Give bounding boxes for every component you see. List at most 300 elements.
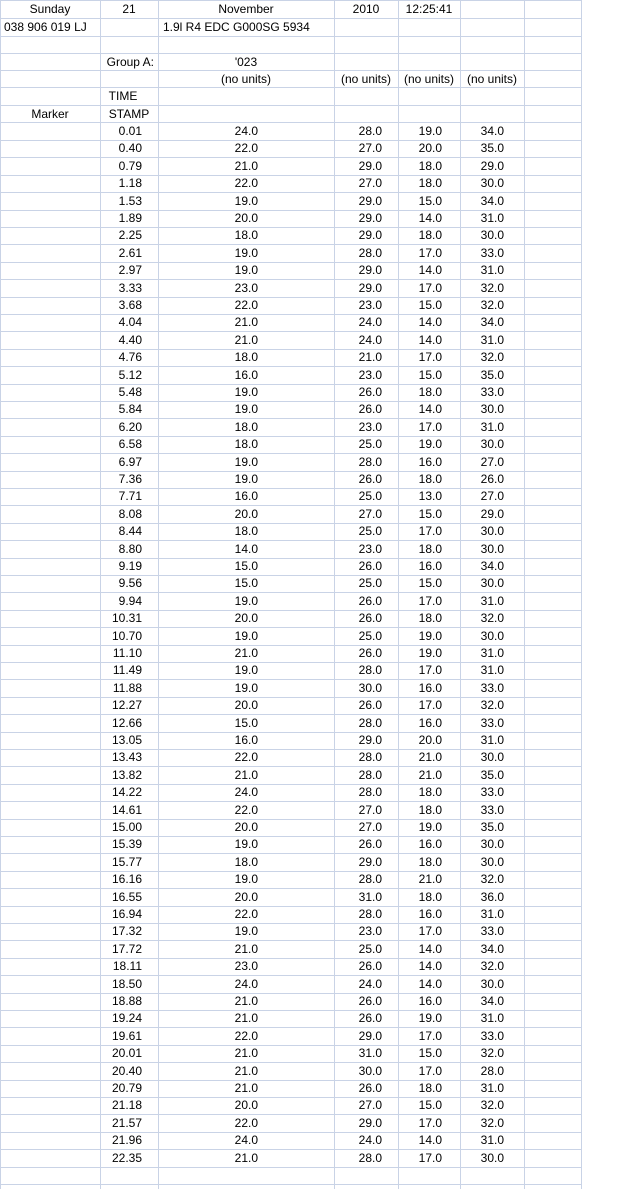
value-cell-3[interactable]: 20.0 [418,141,442,156]
value-cell-2[interactable]: 28.0 [358,785,382,800]
value-cell-2[interactable]: 26.0 [358,559,382,573]
value-cell-1[interactable]: 16.0 [234,733,258,747]
value-cell-2[interactable]: 28.0 [358,872,382,887]
time-stamp-cell[interactable]: 10.31 [111,611,142,626]
value-cell-2[interactable]: 30.0 [358,1063,382,1078]
value-cell-4[interactable]: 34.0 [480,941,504,956]
value-cell-2[interactable]: 28.0 [358,124,382,138]
value-cell-1[interactable]: 22.0 [234,1115,258,1130]
value-cell-1[interactable]: 22.0 [234,1028,258,1043]
value-cell-1[interactable]: 21.0 [234,158,258,173]
time-stamp-cell[interactable]: 0.01 [118,124,142,138]
value-cell-3[interactable]: 18.0 [418,785,442,800]
value-cell-4[interactable]: 33.0 [480,680,504,695]
value-cell-2[interactable]: 26.0 [358,402,382,417]
time-stamp-cell[interactable]: 4.04 [118,315,142,330]
value-cell-1[interactable]: 18.0 [234,419,258,434]
time-stamp-cell[interactable]: 4.40 [118,332,142,347]
value-cell-2[interactable]: 27.0 [358,802,382,817]
time-stamp-cell[interactable]: 7.36 [118,472,142,486]
value-cell-3[interactable]: 16.0 [418,559,442,573]
time-stamp-cell[interactable]: 21.18 [111,1098,142,1113]
value-cell-4[interactable]: 31.0 [480,332,504,347]
value-cell-2[interactable]: 30.0 [358,680,382,695]
value-cell-3[interactable]: 14.0 [418,211,442,225]
value-cell-2[interactable]: 28.0 [358,715,382,730]
value-cell-4[interactable]: 34.0 [480,559,504,573]
value-cell-4[interactable]: 27.0 [480,489,504,504]
units-cell-3[interactable]: (no units) [403,72,455,86]
time-stamp-cell[interactable]: 20.79 [111,1081,142,1095]
value-cell-1[interactable]: 22.0 [234,176,258,191]
value-cell-3[interactable]: 17.0 [418,419,442,434]
value-cell-3[interactable]: 18.0 [418,158,442,173]
time-stamp-cell[interactable]: 3.68 [118,298,142,312]
value-cell-4[interactable]: 34.0 [480,994,504,1008]
value-cell-2[interactable]: 29.0 [358,1028,382,1043]
value-cell-3[interactable]: 18.0 [418,889,442,904]
value-cell-2[interactable]: 21.0 [358,350,382,365]
time-stamp-cell[interactable]: 9.56 [118,576,142,591]
value-cell-3[interactable]: 19.0 [418,437,442,452]
value-cell-2[interactable]: 24.0 [358,976,382,991]
value-cell-1[interactable]: 21.0 [234,1046,258,1061]
value-cell-4[interactable]: 28.0 [480,1063,504,1078]
time-stamp-cell[interactable]: 3.33 [118,280,142,295]
time-stamp-cell[interactable]: 18.88 [111,994,142,1008]
value-cell-2[interactable]: 26.0 [358,472,382,486]
value-cell-2[interactable]: 26.0 [358,698,382,713]
value-cell-3[interactable]: 15.0 [418,298,442,312]
value-cell-1[interactable]: 19.0 [234,385,258,399]
value-cell-3[interactable]: 15.0 [418,1098,442,1113]
value-cell-1[interactable]: 21.0 [234,1081,258,1095]
group-code-cell[interactable]: '023 [234,55,258,69]
value-cell-4[interactable]: 30.0 [480,524,504,539]
value-cell-2[interactable]: 27.0 [358,1098,382,1113]
value-cell-4[interactable]: 32.0 [480,611,504,626]
value-cell-4[interactable]: 30.0 [480,628,504,643]
value-cell-3[interactable]: 18.0 [418,541,442,556]
value-cell-3[interactable]: 14.0 [418,976,442,991]
value-cell-3[interactable]: 14.0 [418,263,442,278]
time-stamp-cell[interactable]: 11.10 [112,646,142,660]
value-cell-2[interactable]: 27.0 [358,820,382,834]
value-cell-3[interactable]: 18.0 [418,228,442,243]
value-cell-3[interactable]: 17.0 [418,1028,442,1043]
value-cell-1[interactable]: 19.0 [234,263,258,278]
value-cell-3[interactable]: 19.0 [418,124,442,138]
value-cell-3[interactable]: 18.0 [418,802,442,817]
time-stamp-cell[interactable]: 10.70 [111,628,142,643]
value-cell-2[interactable]: 28.0 [358,1150,382,1165]
time-stamp-cell[interactable]: 2.25 [118,228,142,243]
value-cell-2[interactable]: 27.0 [358,176,382,191]
value-cell-2[interactable]: 29.0 [358,280,382,295]
value-cell-2[interactable]: 26.0 [358,385,382,399]
value-cell-2[interactable]: 29.0 [358,158,382,173]
value-cell-2[interactable]: 28.0 [358,750,382,765]
value-cell-3[interactable]: 18.0 [418,472,442,486]
value-cell-3[interactable]: 14.0 [418,941,442,956]
value-cell-3[interactable]: 17.0 [418,1150,442,1165]
value-cell-3[interactable]: 18.0 [418,1081,442,1095]
value-cell-2[interactable]: 27.0 [358,506,382,521]
month-cell[interactable]: November [218,2,274,16]
value-cell-3[interactable]: 14.0 [418,332,442,347]
value-cell-3[interactable]: 17.0 [418,1115,442,1130]
value-cell-2[interactable]: 31.0 [358,889,382,904]
value-cell-3[interactable]: 17.0 [418,524,442,539]
value-cell-4[interactable]: 31.0 [480,1081,504,1095]
value-cell-4[interactable]: 30.0 [480,437,504,452]
value-cell-4[interactable]: 26.0 [480,472,504,486]
value-cell-3[interactable]: 16.0 [418,680,442,695]
value-cell-1[interactable]: 21.0 [234,767,258,782]
value-cell-4[interactable]: 30.0 [480,1150,504,1165]
time-stamp-cell[interactable]: 13.43 [111,750,142,765]
time-stamp-cell[interactable]: 9.19 [118,559,142,573]
value-cell-4[interactable]: 30.0 [480,576,504,591]
value-cell-4[interactable]: 33.0 [480,1028,504,1043]
time-stamp-cell[interactable]: 1.18 [118,176,142,191]
value-cell-3[interactable]: 21.0 [418,872,442,887]
value-cell-1[interactable]: 22.0 [234,907,258,921]
value-cell-2[interactable]: 28.0 [358,245,382,260]
time-stamp-cell[interactable]: 16.55 [111,889,142,904]
time-header-line1[interactable]: TIME [108,89,138,103]
value-cell-2[interactable]: 23.0 [358,367,382,382]
value-cell-2[interactable]: 25.0 [358,576,382,591]
time-stamp-cell[interactable]: 19.61 [111,1028,142,1043]
value-cell-1[interactable]: 19.0 [234,837,258,852]
value-cell-1[interactable]: 21.0 [234,315,258,330]
value-cell-2[interactable]: 26.0 [358,593,382,608]
value-cell-1[interactable]: 20.0 [234,1098,258,1113]
value-cell-3[interactable]: 17.0 [418,593,442,608]
value-cell-4[interactable]: 33.0 [480,802,504,817]
value-cell-1[interactable]: 18.0 [234,437,258,452]
time-stamp-cell[interactable]: 12.27 [111,698,142,713]
value-cell-4[interactable]: 30.0 [480,176,504,191]
time-stamp-cell[interactable]: 15.39 [111,837,142,852]
time-stamp-cell[interactable]: 11.49 [112,663,142,678]
value-cell-1[interactable]: 21.0 [234,1063,258,1078]
time-stamp-cell[interactable]: 14.61 [111,802,142,817]
value-cell-3[interactable]: 18.0 [418,176,442,191]
time-stamp-cell[interactable]: 15.77 [111,854,142,869]
value-cell-2[interactable]: 24.0 [358,332,382,347]
time-stamp-cell[interactable]: 2.97 [118,263,142,278]
units-cell-1[interactable]: (no units) [220,72,272,86]
value-cell-2[interactable]: 27.0 [358,141,382,156]
value-cell-4[interactable]: 31.0 [480,646,504,660]
value-cell-3[interactable]: 15.0 [418,1046,442,1061]
value-cell-2[interactable]: 25.0 [358,941,382,956]
date-cell[interactable]: 21 [122,2,136,16]
time-stamp-cell[interactable]: 13.05 [111,733,142,747]
value-cell-3[interactable]: 18.0 [418,385,442,399]
value-cell-4[interactable]: 30.0 [480,228,504,243]
value-cell-3[interactable]: 17.0 [418,924,442,939]
time-header-line2[interactable]: STAMP [108,107,150,121]
value-cell-4[interactable]: 30.0 [480,854,504,869]
value-cell-2[interactable]: 29.0 [358,211,382,225]
value-cell-1[interactable]: 16.0 [234,489,258,504]
value-cell-1[interactable]: 20.0 [234,211,258,225]
value-cell-3[interactable]: 19.0 [418,628,442,643]
value-cell-1[interactable]: 22.0 [234,141,258,156]
value-cell-3[interactable]: 15.0 [418,193,442,208]
value-cell-2[interactable]: 25.0 [358,489,382,504]
value-cell-2[interactable]: 29.0 [358,854,382,869]
marker-header[interactable]: Marker [31,107,69,121]
time-stamp-cell[interactable]: 5.84 [118,402,142,417]
value-cell-1[interactable]: 24.0 [234,124,258,138]
value-cell-1[interactable]: 21.0 [234,1150,258,1165]
value-cell-2[interactable]: 29.0 [358,228,382,243]
value-cell-2[interactable]: 23.0 [358,924,382,939]
value-cell-4[interactable]: 33.0 [480,924,504,939]
value-cell-3[interactable]: 21.0 [418,767,442,782]
value-cell-1[interactable]: 19.0 [234,663,258,678]
value-cell-4[interactable]: 30.0 [480,837,504,852]
value-cell-3[interactable]: 17.0 [418,663,442,678]
value-cell-1[interactable]: 19.0 [234,628,258,643]
value-cell-2[interactable]: 26.0 [358,959,382,974]
value-cell-1[interactable]: 21.0 [234,332,258,347]
value-cell-1[interactable]: 19.0 [234,924,258,939]
value-cell-4[interactable]: 32.0 [480,1046,504,1061]
value-cell-1[interactable]: 16.0 [234,367,258,382]
time-stamp-cell[interactable]: 8.80 [118,541,142,556]
value-cell-3[interactable]: 14.0 [418,402,442,417]
value-cell-3[interactable]: 16.0 [418,715,442,730]
value-cell-2[interactable]: 26.0 [358,994,382,1008]
value-cell-3[interactable]: 18.0 [418,854,442,869]
time-stamp-cell[interactable]: 15.00 [111,820,142,834]
value-cell-2[interactable]: 25.0 [358,628,382,643]
time-stamp-cell[interactable]: 20.01 [111,1046,142,1061]
value-cell-3[interactable]: 14.0 [418,1133,442,1148]
value-cell-3[interactable]: 17.0 [418,1063,442,1078]
value-cell-1[interactable]: 15.0 [234,559,258,573]
time-stamp-cell[interactable]: 7.71 [118,489,142,504]
time-stamp-cell[interactable]: 4.76 [118,350,142,365]
value-cell-1[interactable]: 19.0 [234,193,258,208]
value-cell-2[interactable]: 23.0 [358,541,382,556]
value-cell-4[interactable]: 32.0 [480,1115,504,1130]
value-cell-4[interactable]: 35.0 [480,141,504,156]
engine-cell[interactable]: 1.9l R4 EDC G000SG 5934 [163,20,310,34]
value-cell-3[interactable]: 16.0 [418,907,442,921]
value-cell-2[interactable]: 24.0 [358,315,382,330]
value-cell-4[interactable]: 31.0 [480,907,504,921]
value-cell-2[interactable]: 28.0 [358,663,382,678]
time-stamp-cell[interactable]: 20.40 [111,1063,142,1078]
value-cell-4[interactable]: 35.0 [480,820,504,834]
time-stamp-cell[interactable]: 0.79 [118,158,142,173]
value-cell-1[interactable]: 24.0 [234,976,258,991]
value-cell-3[interactable]: 19.0 [418,820,442,834]
value-cell-1[interactable]: 21.0 [234,1011,258,1026]
value-cell-2[interactable]: 24.0 [358,1133,382,1148]
value-cell-1[interactable]: 21.0 [234,994,258,1008]
value-cell-4[interactable]: 35.0 [480,367,504,382]
value-cell-1[interactable]: 19.0 [234,402,258,417]
time-stamp-cell[interactable]: 5.48 [118,385,142,399]
value-cell-1[interactable]: 18.0 [234,228,258,243]
value-cell-4[interactable]: 32.0 [480,1098,504,1113]
value-cell-1[interactable]: 19.0 [234,872,258,887]
value-cell-1[interactable]: 23.0 [234,280,258,295]
value-cell-4[interactable]: 32.0 [480,350,504,365]
part-number-cell[interactable]: 038 906 019 LJ [4,20,87,34]
value-cell-2[interactable]: 29.0 [358,193,382,208]
value-cell-4[interactable]: 33.0 [480,715,504,730]
value-cell-2[interactable]: 31.0 [358,1046,382,1061]
time-stamp-cell[interactable]: 1.89 [118,211,142,225]
time-stamp-cell[interactable]: 18.50 [111,976,142,991]
value-cell-2[interactable]: 28.0 [358,907,382,921]
day-cell[interactable]: Sunday [29,2,71,16]
value-cell-3[interactable]: 17.0 [418,698,442,713]
value-cell-2[interactable]: 23.0 [358,419,382,434]
units-cell-4[interactable]: (no units) [466,72,518,86]
value-cell-1[interactable]: 18.0 [234,350,258,365]
value-cell-3[interactable]: 19.0 [418,646,442,660]
value-cell-2[interactable]: 25.0 [358,524,382,539]
time-stamp-cell[interactable]: 6.20 [118,419,142,434]
time-stamp-cell[interactable]: 12.66 [111,715,142,730]
value-cell-4[interactable]: 33.0 [480,785,504,800]
value-cell-4[interactable]: 30.0 [480,541,504,556]
time-stamp-cell[interactable]: 13.82 [111,767,142,782]
value-cell-3[interactable]: 16.0 [418,994,442,1008]
value-cell-2[interactable]: 29.0 [358,1115,382,1130]
value-cell-2[interactable]: 26.0 [358,837,382,852]
value-cell-3[interactable]: 14.0 [418,959,442,974]
value-cell-3[interactable]: 13.0 [418,489,442,504]
value-cell-2[interactable]: 29.0 [358,733,382,747]
value-cell-3[interactable]: 15.0 [418,506,442,521]
value-cell-4[interactable]: 31.0 [480,211,504,225]
value-cell-4[interactable]: 35.0 [480,767,504,782]
time-stamp-cell[interactable]: 8.08 [118,506,142,521]
value-cell-4[interactable]: 34.0 [480,315,504,330]
value-cell-3[interactable]: 19.0 [418,1011,442,1026]
time-stamp-cell[interactable]: 18.11 [112,959,142,974]
value-cell-2[interactable]: 26.0 [358,1081,382,1095]
value-cell-1[interactable]: 14.0 [234,541,258,556]
value-cell-1[interactable]: 19.0 [234,454,258,469]
time-stamp-cell[interactable]: 16.16 [111,872,142,887]
value-cell-1[interactable]: 19.0 [234,593,258,608]
value-cell-4[interactable]: 32.0 [480,872,504,887]
value-cell-1[interactable]: 18.0 [234,524,258,539]
value-cell-4[interactable]: 29.0 [480,158,504,173]
value-cell-1[interactable]: 19.0 [234,472,258,486]
value-cell-4[interactable]: 31.0 [480,1011,504,1026]
value-cell-1[interactable]: 22.0 [234,298,258,312]
value-cell-4[interactable]: 32.0 [480,298,504,312]
value-cell-4[interactable]: 36.0 [480,889,504,904]
time-stamp-cell[interactable]: 8.44 [118,524,142,539]
value-cell-1[interactable]: 20.0 [234,820,258,834]
time-stamp-cell[interactable]: 6.97 [118,454,142,469]
value-cell-1[interactable]: 18.0 [234,854,258,869]
time-stamp-cell[interactable]: 17.72 [111,941,142,956]
value-cell-1[interactable]: 23.0 [234,959,258,974]
value-cell-4[interactable]: 31.0 [480,419,504,434]
value-cell-4[interactable]: 29.0 [480,506,504,521]
value-cell-3[interactable]: 20.0 [418,733,442,747]
time-stamp-cell[interactable]: 17.32 [111,924,142,939]
time-stamp-cell[interactable]: 14.22 [111,785,142,800]
value-cell-4[interactable]: 31.0 [480,1133,504,1148]
value-cell-4[interactable]: 34.0 [480,124,504,138]
value-cell-3[interactable]: 16.0 [418,837,442,852]
value-cell-1[interactable]: 15.0 [234,576,258,591]
value-cell-3[interactable]: 17.0 [418,280,442,295]
value-cell-4[interactable]: 32.0 [480,959,504,974]
value-cell-4[interactable]: 32.0 [480,280,504,295]
time-stamp-cell[interactable]: 21.96 [111,1133,142,1148]
value-cell-3[interactable]: 17.0 [418,245,442,260]
time-stamp-cell[interactable]: 5.12 [118,367,142,382]
value-cell-3[interactable]: 18.0 [418,611,442,626]
units-cell-2[interactable]: (no units) [340,72,392,86]
value-cell-1[interactable]: 19.0 [234,245,258,260]
value-cell-3[interactable]: 15.0 [418,576,442,591]
value-cell-1[interactable]: 21.0 [234,646,258,660]
time-stamp-cell[interactable]: 1.53 [118,193,142,208]
time-stamp-cell[interactable]: 11.88 [112,680,142,695]
time-stamp-cell[interactable]: 2.61 [118,245,142,260]
value-cell-1[interactable]: 20.0 [234,889,258,904]
value-cell-4[interactable]: 31.0 [480,663,504,678]
value-cell-1[interactable]: 20.0 [234,698,258,713]
value-cell-1[interactable]: 21.0 [234,941,258,956]
year-cell[interactable]: 2010 [352,2,380,16]
value-cell-2[interactable]: 29.0 [358,263,382,278]
value-cell-4[interactable]: 27.0 [480,454,504,469]
value-cell-4[interactable]: 34.0 [480,193,504,208]
time-stamp-cell[interactable]: 6.58 [118,437,142,452]
value-cell-4[interactable]: 30.0 [480,976,504,991]
value-cell-3[interactable]: 21.0 [418,750,442,765]
time-stamp-cell[interactable]: 21.57 [111,1115,142,1130]
value-cell-1[interactable]: 24.0 [234,1133,258,1148]
value-cell-4[interactable]: 31.0 [480,263,504,278]
value-cell-4[interactable]: 31.0 [480,593,504,608]
value-cell-4[interactable]: 33.0 [480,385,504,399]
value-cell-4[interactable]: 32.0 [480,698,504,713]
value-cell-1[interactable]: 20.0 [234,506,258,521]
value-cell-1[interactable]: 19.0 [234,680,258,695]
time-stamp-cell[interactable]: 0.40 [118,141,142,156]
value-cell-2[interactable]: 26.0 [358,646,382,660]
value-cell-1[interactable]: 20.0 [234,611,258,626]
group-label-cell[interactable]: Group A: [106,55,154,69]
time-stamp-cell[interactable]: 9.94 [118,593,142,608]
value-cell-3[interactable]: 14.0 [418,315,442,330]
value-cell-4[interactable]: 31.0 [480,733,504,747]
value-cell-2[interactable]: 28.0 [358,767,382,782]
value-cell-1[interactable]: 22.0 [234,750,258,765]
value-cell-1[interactable]: 24.0 [234,785,258,800]
value-cell-2[interactable]: 23.0 [358,298,382,312]
